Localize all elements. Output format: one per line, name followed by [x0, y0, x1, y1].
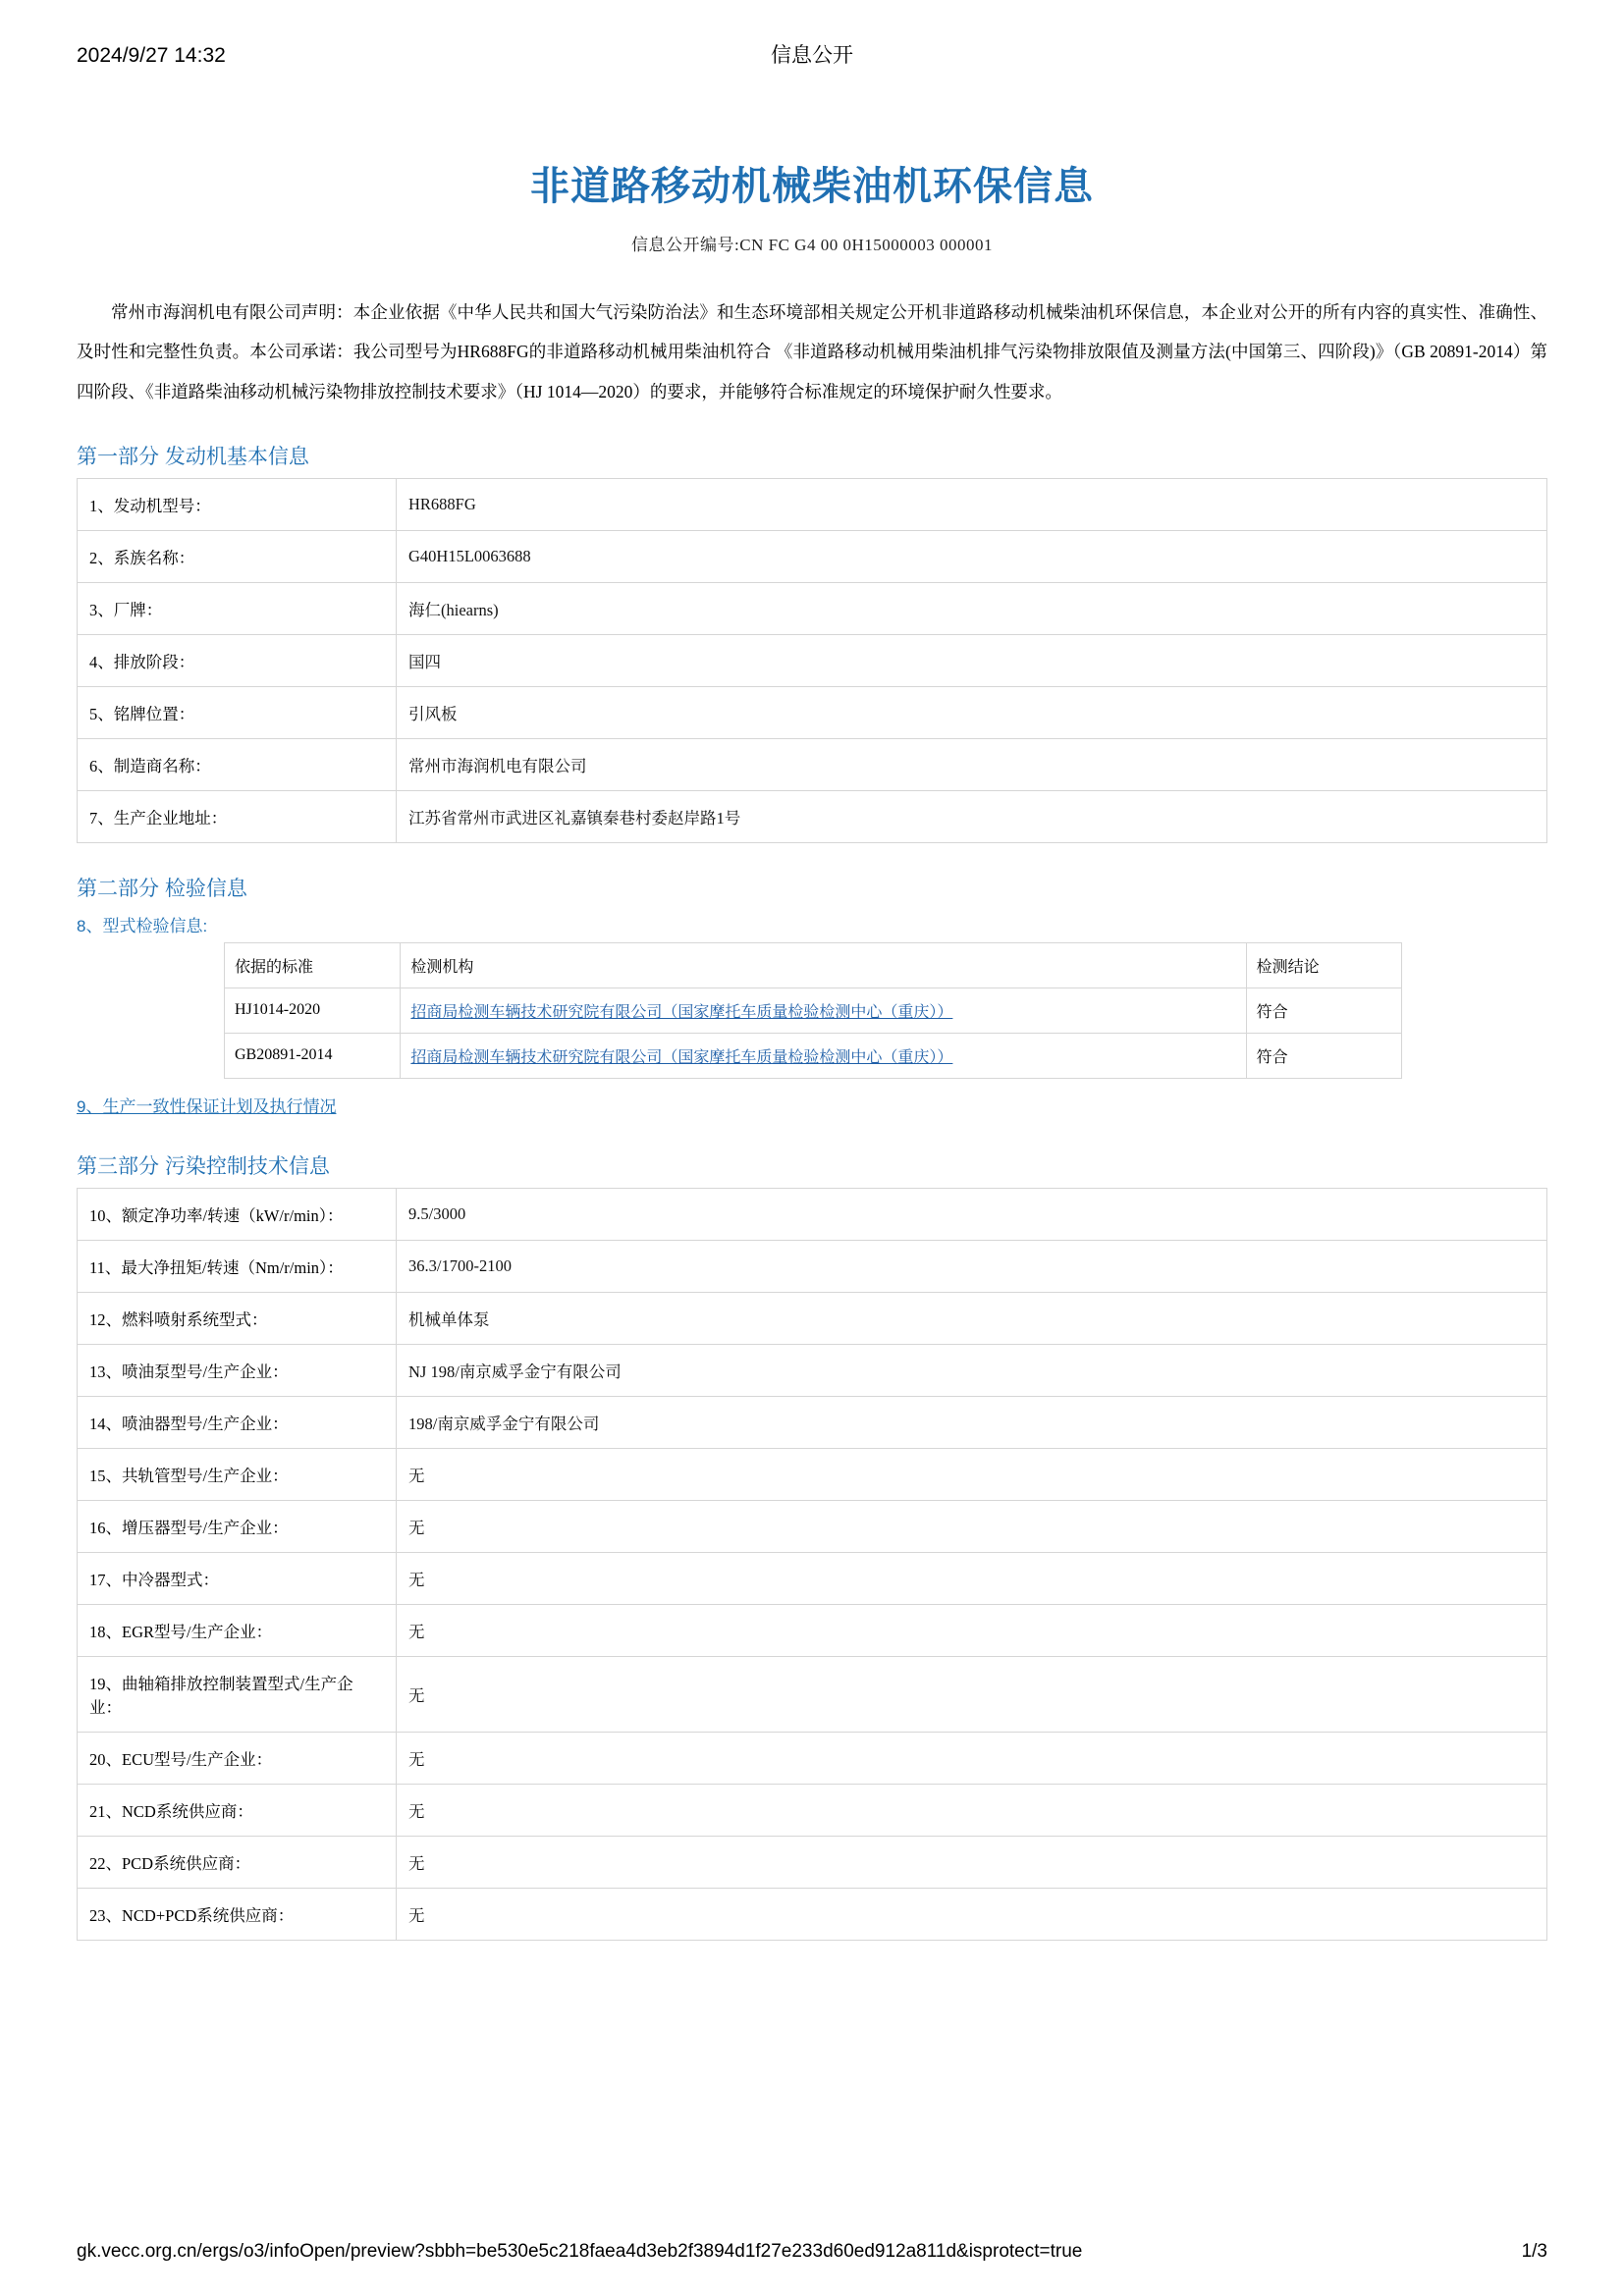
- table-row: [78, 1784, 1547, 1836]
- cell-organization: [401, 1033, 1246, 1078]
- table-row: [225, 988, 1402, 1033]
- row-label: 4、排放阶段：: [78, 634, 397, 686]
- table-row: [225, 1033, 1402, 1078]
- row-value: 无: [397, 1448, 1547, 1500]
- table-row: [78, 1188, 1547, 1240]
- row-label: 16、增压器型号/生产企业：: [78, 1500, 397, 1552]
- table-row: [78, 1888, 1547, 1940]
- table-row: [78, 790, 1547, 842]
- row-label: 1、发动机型号：: [78, 478, 397, 530]
- page-title: 非道路移动机械柴油机环保信息: [530, 165, 1094, 208]
- declaration-paragraph: 常州市海润机电有限公司声明：本企业依据《中华人民共和国大气污染防治法》和生态环境部相关规定公开机非道路移动机械柴油机环保信息，本企业对公开的所有内容的真实性、准确性、及时性和完整性负责。本公司承诺：我公司型号为HR688FG的非道路移动机械用柴油机符合 《非道路移动机械用柴油机排气污染物排放限值及测量方法(中国第三、四阶段)》（GB 20891-2014）第四阶段、《非道路柴油移动机械污染物排放控制技术要求》（HJ 1014—2020）的要求，并能够符合标准规定的环境保护耐久性要求。: [77, 302, 1547, 401]
- row-label: 19、曲轴箱排放控制装置型式/生产企业：: [78, 1656, 397, 1732]
- table-row: [78, 634, 1547, 686]
- row-value: 36.3/1700-2100: [397, 1240, 1547, 1292]
- row-label: 13、喷油泵型号/生产企业：: [78, 1344, 397, 1396]
- cell-standard: HJ1014-2020: [225, 988, 401, 1033]
- row-label: 12、燃料喷射系统型式：: [78, 1292, 397, 1344]
- row-value: 引风板: [397, 686, 1547, 738]
- row-label: 3、厂牌：: [78, 582, 397, 634]
- cell-result: 符合: [1246, 1033, 1401, 1078]
- disclosure-number: 信息公开编号:CN FC G4 00 0H15000003 000001: [631, 236, 993, 254]
- column-header-result: 检测结论: [1246, 942, 1401, 988]
- engine-basic-info-table: [77, 478, 1547, 843]
- print-header-title: 信息公开: [770, 44, 853, 67]
- footer-url: gk.vecc.org.cn/ergs/o3/infoOpen/preview?sbbh=be530e5c218faea4d3eb2f3894d1f27e233d60ed912a811d&isprotect=true: [77, 2241, 1083, 2262]
- table-row: [78, 686, 1547, 738]
- row-value: 机械单体泵: [397, 1292, 1547, 1344]
- row-value: 无: [397, 1656, 1547, 1732]
- table-row: [78, 1604, 1547, 1656]
- table-row: [78, 1500, 1547, 1552]
- table-row: [78, 1836, 1547, 1888]
- row-label: 10、额定净功率/转速（kW/r/min）：: [78, 1188, 397, 1240]
- row-label: 22、PCD系统供应商：: [78, 1836, 397, 1888]
- row-value: 无: [397, 1784, 1547, 1836]
- section-heading-part3: 第三部分 污染控制技术信息: [77, 1154, 330, 1178]
- pollution-control-info-table: [77, 1188, 1547, 1941]
- row-value: 无: [397, 1836, 1547, 1888]
- row-label: 21、NCD系统供应商：: [78, 1784, 397, 1836]
- row-value: 海仁(hiearns): [397, 582, 1547, 634]
- cell-organization: [401, 988, 1246, 1033]
- row-value: 常州市海润机电有限公司: [397, 738, 1547, 790]
- row-label: 18、EGR型号/生产企业：: [78, 1604, 397, 1656]
- row-label: 23、NCD+PCD系统供应商：: [78, 1888, 397, 1940]
- table-row: [78, 1240, 1547, 1292]
- row-value: HR688FG: [397, 478, 1547, 530]
- row-label: 15、共轨管型号/生产企业：: [78, 1448, 397, 1500]
- row-value: 国四: [397, 634, 1547, 686]
- table-header-row: [225, 942, 1402, 988]
- section-heading-part1: 第一部分 发动机基本信息: [77, 445, 309, 468]
- table-row: [78, 1396, 1547, 1448]
- print-date: 2024/9/27 14:32: [77, 44, 226, 67]
- type-test-subheading: 8、型式检验信息:: [77, 916, 208, 935]
- section-heading-part2: 第二部分 检验信息: [77, 877, 247, 900]
- row-value: 无: [397, 1732, 1547, 1784]
- row-value: 无: [397, 1500, 1547, 1552]
- print-header: [77, 39, 1547, 79]
- footer-page-number: 1/3: [1521, 2241, 1547, 2262]
- table-row: [78, 582, 1547, 634]
- column-header-standard: 依据的标准: [225, 942, 401, 988]
- type-test-table-wrapper: [77, 942, 1547, 1079]
- row-value: 无: [397, 1604, 1547, 1656]
- row-label: 17、中冷器型式：: [78, 1552, 397, 1604]
- row-value: 198/南京威孚金宁有限公司: [397, 1396, 1547, 1448]
- table-row: [78, 530, 1547, 582]
- row-label: 6、制造商名称：: [78, 738, 397, 790]
- table-row: [78, 1656, 1547, 1732]
- table-row: [78, 1448, 1547, 1500]
- column-header-organization: 检测机构: [401, 942, 1246, 988]
- row-value: 9.5/3000: [397, 1188, 1547, 1240]
- row-value: NJ 198/南京威孚金宁有限公司: [397, 1344, 1547, 1396]
- row-label: 7、生产企业地址：: [78, 790, 397, 842]
- row-label: 20、ECU型号/生产企业：: [78, 1732, 397, 1784]
- row-value: 无: [397, 1552, 1547, 1604]
- print-footer: [77, 2241, 1547, 2263]
- table-row: [78, 478, 1547, 530]
- cell-standard: GB20891-2014: [225, 1033, 401, 1078]
- row-value: G40H15L0063688: [397, 530, 1547, 582]
- type-test-table: [224, 942, 1402, 1079]
- organization-link[interactable]: 招商局检测车辆技术研究院有限公司（国家摩托车质量检验检测中心（重庆））: [410, 1048, 953, 1066]
- row-value: 无: [397, 1888, 1547, 1940]
- production-consistency-link[interactable]: 9、生产一致性保证计划及执行情况: [77, 1096, 337, 1116]
- cell-result: 符合: [1246, 988, 1401, 1033]
- table-row: [78, 1292, 1547, 1344]
- row-label: 5、铭牌位置：: [78, 686, 397, 738]
- table-row: [78, 738, 1547, 790]
- row-label: 2、系族名称：: [78, 530, 397, 582]
- row-label: 11、最大净扭矩/转速（Nm/r/min）：: [78, 1240, 397, 1292]
- row-value: 江苏省常州市武进区礼嘉镇秦巷村委赵岸路1号: [397, 790, 1547, 842]
- table-row: [78, 1732, 1547, 1784]
- row-label: 14、喷油器型号/生产企业：: [78, 1396, 397, 1448]
- organization-link[interactable]: 招商局检测车辆技术研究院有限公司（国家摩托车质量检验检测中心（重庆））: [410, 1003, 953, 1021]
- table-row: [78, 1344, 1547, 1396]
- table-row: [78, 1552, 1547, 1604]
